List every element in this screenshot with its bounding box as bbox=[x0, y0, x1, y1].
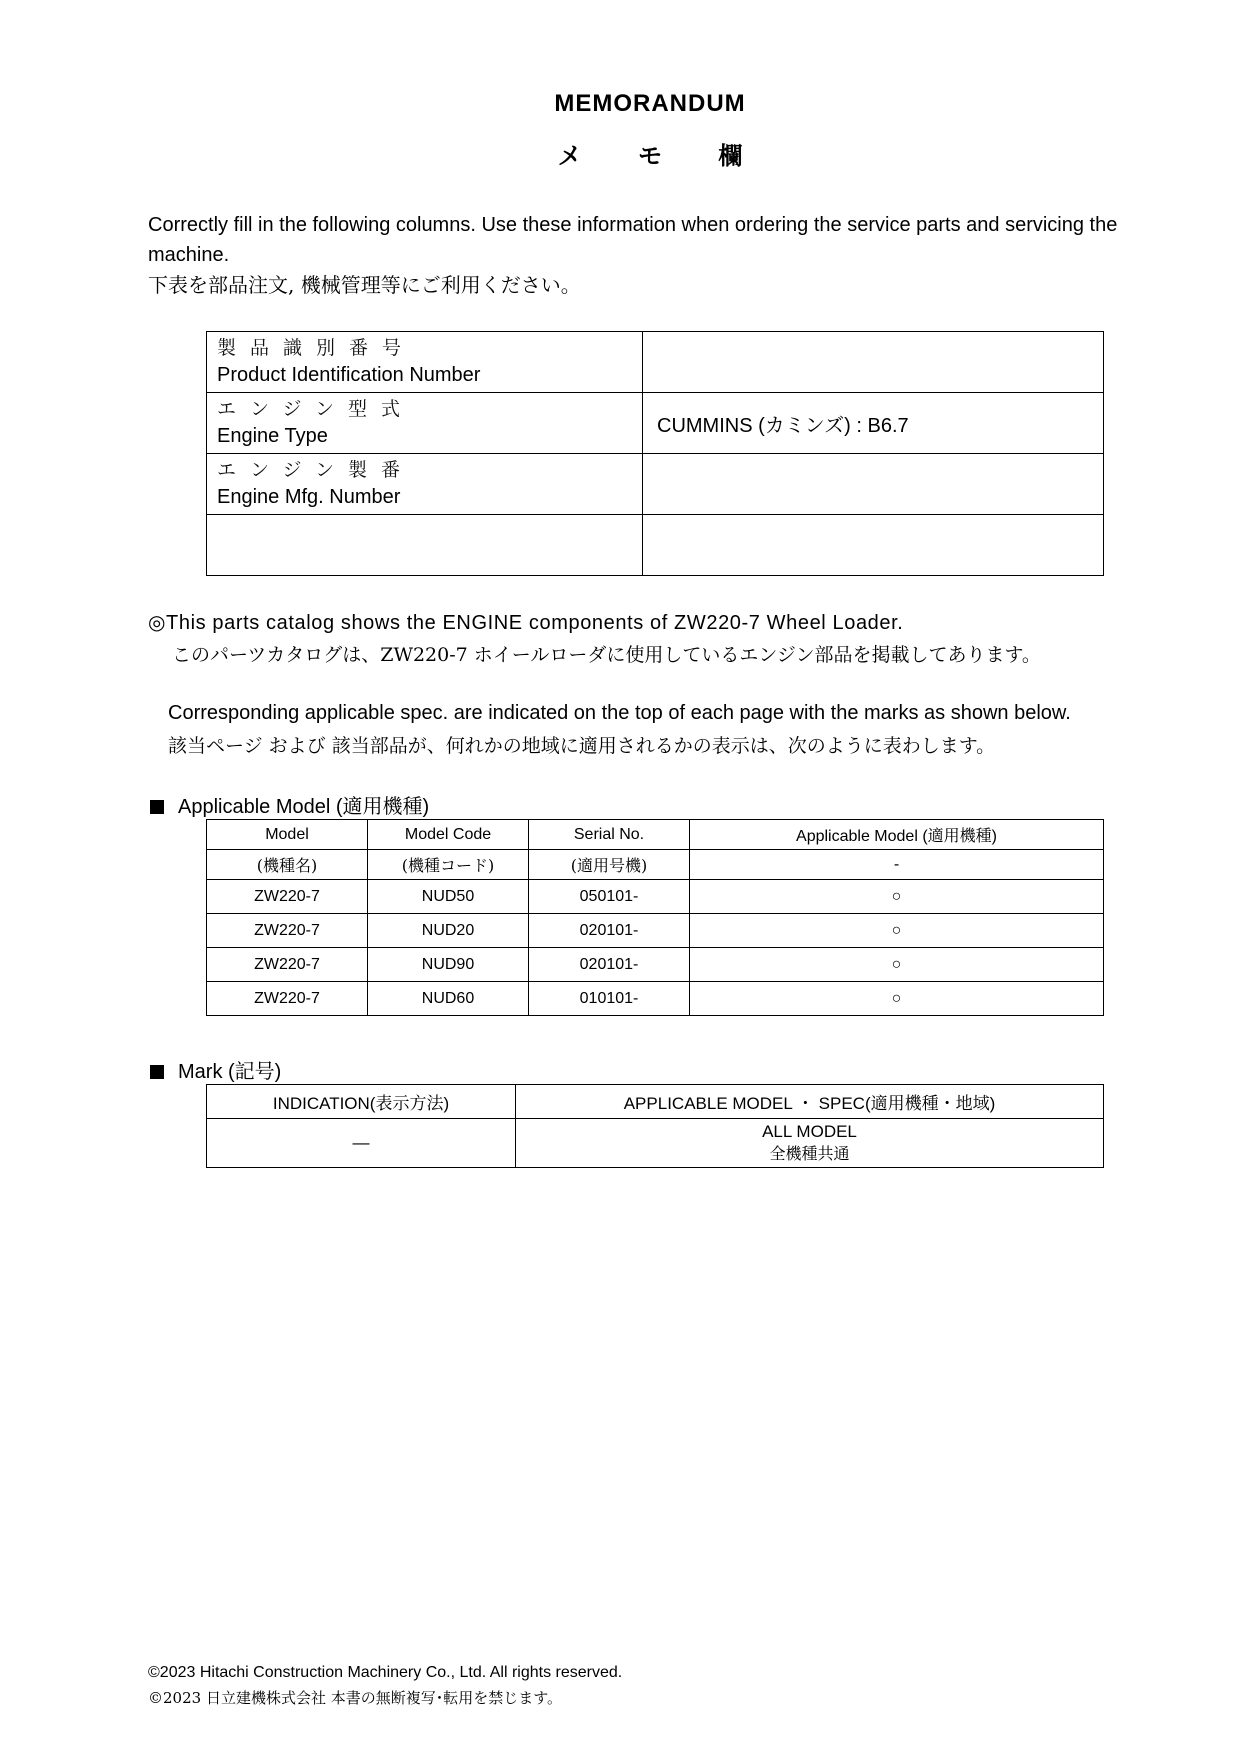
cell-code: NUD20 bbox=[368, 914, 529, 948]
table-header-row bbox=[207, 820, 1104, 850]
heading-text: Mark (記号) bbox=[178, 1061, 282, 1083]
table-row bbox=[207, 1119, 1104, 1168]
cell-serial: 020101- bbox=[529, 914, 690, 948]
copyright-en: ©2023 Hitachi Construction Machinery Co., Ltd. All rights reserved. bbox=[148, 1664, 623, 1681]
header-code: Model Code bbox=[368, 820, 529, 850]
cell-model: ZW220-7 bbox=[207, 982, 368, 1016]
mark-table bbox=[206, 1084, 1104, 1168]
blank-label[interactable] bbox=[207, 515, 643, 576]
header-serial-ja: (適用号機) bbox=[529, 850, 690, 880]
table-header-row bbox=[207, 850, 1104, 880]
header-applicable-spec: APPLICABLE MODEL ・ SPEC(適用機種・地域) bbox=[516, 1085, 1104, 1119]
table-header-row bbox=[207, 1085, 1104, 1119]
intro-ja: 下表を部品注文, 機械管理等にご利用ください。 bbox=[148, 273, 581, 297]
cell-code: NUD90 bbox=[368, 948, 529, 982]
cell-model: ZW220-7 bbox=[207, 880, 368, 914]
spec-note-ja: 該当ページ および 該当部品が、何れかの地域に適用されるかの表示は、次のように表わします。 bbox=[168, 735, 996, 757]
table-row bbox=[207, 332, 1104, 393]
cell-mark: ○ bbox=[690, 982, 1104, 1016]
table-row bbox=[207, 880, 1104, 914]
copyright-ja: ©2023 日立建機株式会社 本書の無断複写･転用を禁じます。 bbox=[148, 1689, 563, 1707]
header-model-ja: (機種名) bbox=[207, 850, 368, 880]
square-bullet-icon bbox=[150, 1065, 164, 1079]
applicable-model-table bbox=[206, 819, 1104, 1016]
cell-serial: 020101- bbox=[529, 948, 690, 982]
heading-text: Applicable Model (適用機種) bbox=[178, 796, 430, 818]
cell-code: NUD50 bbox=[368, 880, 529, 914]
intro-en: Correctly fill in the following columns. Use these information when ordering the service parts and servicing the machine. bbox=[148, 214, 1118, 266]
row-label bbox=[207, 332, 643, 393]
cell-code: NUD60 bbox=[368, 982, 529, 1016]
header-applicable-sub: - bbox=[690, 850, 1104, 880]
header-serial: Serial No. bbox=[529, 820, 690, 850]
header-applicable: Applicable Model (適用機種) bbox=[690, 820, 1104, 850]
cell-applicable-ja: 全機種共通 bbox=[769, 1144, 850, 1163]
catalog-note-ja: このパーツカタログは、ZW220-7 ホイールローダに使用しているエンジン部品を掲載してあります。 bbox=[172, 644, 1041, 666]
table-row bbox=[207, 515, 1104, 576]
page-title: MEMORANDUM bbox=[554, 90, 746, 117]
cell-model: ZW220-7 bbox=[207, 948, 368, 982]
label-en: Product Identification Number bbox=[217, 364, 481, 386]
table-row bbox=[207, 982, 1104, 1016]
cell-mark: ○ bbox=[690, 914, 1104, 948]
intro-block bbox=[148, 210, 1148, 300]
cell-indication: — bbox=[207, 1119, 516, 1168]
table-row bbox=[207, 914, 1104, 948]
label-ja: 製品識別番号 bbox=[217, 337, 416, 359]
engine-type-value[interactable]: CUMMINS (カミンズ) : B6.7 bbox=[643, 393, 1104, 454]
table-row bbox=[207, 454, 1104, 515]
label-ja: エンジン製番 bbox=[217, 459, 415, 481]
row-label bbox=[207, 454, 643, 515]
cell-mark: ○ bbox=[690, 880, 1104, 914]
label-en: Engine Type bbox=[217, 425, 328, 447]
identification-table bbox=[206, 331, 1104, 576]
engine-mfg-value[interactable] bbox=[643, 454, 1104, 515]
applicable-model-heading bbox=[150, 790, 429, 819]
table-row bbox=[207, 393, 1104, 454]
square-bullet-icon bbox=[150, 800, 164, 814]
header-model: Model bbox=[207, 820, 368, 850]
cell-model: ZW220-7 bbox=[207, 914, 368, 948]
label-en: Engine Mfg. Number bbox=[217, 486, 401, 508]
label-ja: エンジン型式 bbox=[217, 398, 415, 420]
spec-note-en: Corresponding applicable spec. are indicated on the top of each page with the marks as shown below. bbox=[168, 702, 1071, 724]
cell-serial: 050101- bbox=[529, 880, 690, 914]
table-row bbox=[207, 948, 1104, 982]
cell-applicable-en: ALL MODEL bbox=[762, 1122, 857, 1141]
page-subtitle: メ モ 欄 bbox=[557, 141, 743, 170]
row-label bbox=[207, 393, 643, 454]
cell-mark: ○ bbox=[690, 948, 1104, 982]
cell-serial: 010101- bbox=[529, 982, 690, 1016]
blank-value[interactable] bbox=[643, 515, 1104, 576]
header-indication: INDICATION(表示方法) bbox=[207, 1085, 516, 1119]
cell-applicable bbox=[516, 1119, 1104, 1168]
mark-heading bbox=[150, 1055, 281, 1084]
product-id-value[interactable] bbox=[643, 332, 1104, 393]
header-code-ja: (機種コード) bbox=[368, 850, 529, 880]
catalog-note-en: ◎This parts catalog shows the ENGINE components of ZW220-7 Wheel Loader. bbox=[148, 612, 904, 634]
